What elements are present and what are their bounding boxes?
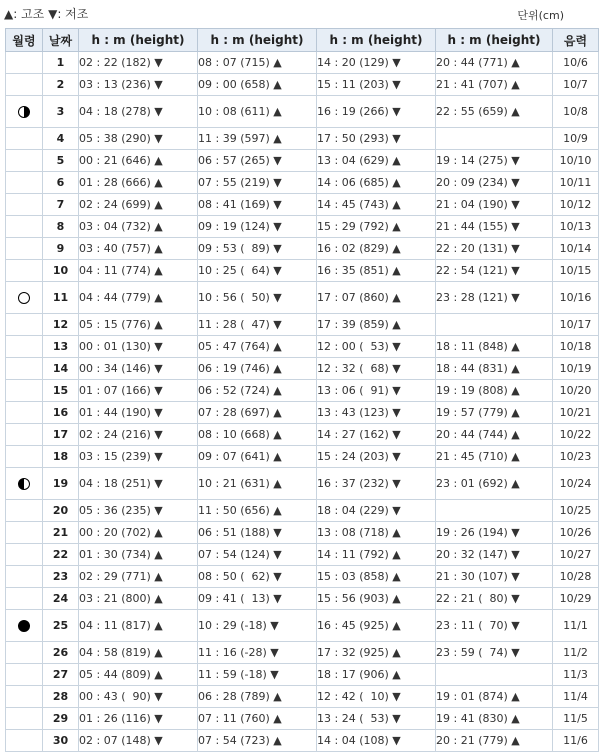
lunar-date-cell: 11/2 — [553, 642, 599, 664]
date-cell: 12 — [43, 314, 79, 336]
date-cell: 26 — [43, 642, 79, 664]
tide-time-cell: 06 : 51 (188) ▼ — [198, 522, 317, 544]
date-cell: 30 — [43, 730, 79, 752]
lunar-date-cell: 10/22 — [553, 424, 599, 446]
tide-time-cell: 11 : 28 ( 47) ▼ — [198, 314, 317, 336]
table-row — [6, 150, 599, 172]
tide-time-cell: 07 : 54 (723) ▲ — [198, 730, 317, 752]
tide-time-cell: 20 : 21 (779) ▲ — [436, 730, 553, 752]
table-row — [6, 358, 599, 380]
table-row — [6, 664, 599, 686]
header-row — [6, 29, 599, 52]
tide-time-cell: 08 : 41 (169) ▼ — [198, 194, 317, 216]
tide-time-cell: 20 : 44 (744) ▲ — [436, 424, 553, 446]
tide-time-cell: 18 : 04 (229) ▼ — [317, 500, 436, 522]
tide-time-cell: 19 : 41 (830) ▲ — [436, 708, 553, 730]
date-cell: 24 — [43, 588, 79, 610]
tide-time-cell: 08 : 50 ( 62) ▼ — [198, 566, 317, 588]
lunar-date-cell: 10/16 — [553, 282, 599, 314]
table-row — [6, 96, 599, 128]
tide-time-cell: 16 : 02 (829) ▲ — [317, 238, 436, 260]
tide-time-cell: 06 : 28 (789) ▲ — [198, 686, 317, 708]
moon-phase-cell — [6, 52, 43, 74]
lunar-date-cell: 10/23 — [553, 446, 599, 468]
unit-label: 단위(cm) — [517, 9, 564, 22]
table-row — [6, 446, 599, 468]
date-cell: 7 — [43, 194, 79, 216]
moon-phase-cell — [6, 468, 43, 500]
table-row — [6, 642, 599, 664]
table-row — [6, 194, 599, 216]
tide-time-cell: 19 : 19 (808) ▲ — [436, 380, 553, 402]
date-cell: 6 — [43, 172, 79, 194]
table-row — [6, 314, 599, 336]
tide-time-cell: 10 : 08 (611) ▲ — [198, 96, 317, 128]
tide-time-cell: 13 : 06 ( 91) ▼ — [317, 380, 436, 402]
tide-time-cell: 14 : 04 (108) ▼ — [317, 730, 436, 752]
top-bar — [0, 0, 604, 28]
moon-phase-cell — [6, 260, 43, 282]
tide-time-cell: 18 : 44 (831) ▲ — [436, 358, 553, 380]
tide-time-cell: 21 : 04 (190) ▼ — [436, 194, 553, 216]
tide-time-cell: 04 : 18 (251) ▼ — [79, 468, 198, 500]
lunar-date-cell: 10/6 — [553, 52, 599, 74]
lunar-date-cell: 10/24 — [553, 468, 599, 500]
tide-time-cell: 23 : 28 (121) ▼ — [436, 282, 553, 314]
lunar-date-cell: 10/19 — [553, 358, 599, 380]
tide-time-cell: 15 : 56 (903) ▲ — [317, 588, 436, 610]
table-row — [6, 566, 599, 588]
date-cell: 20 — [43, 500, 79, 522]
tide-time-cell: 01 : 30 (734) ▲ — [79, 544, 198, 566]
tide-time-cell: 16 : 19 (266) ▼ — [317, 96, 436, 128]
tide-time-cell — [436, 500, 553, 522]
tide-time-cell — [436, 314, 553, 336]
header-moon-phase: 월령 — [6, 29, 43, 52]
tide-time-cell: 03 : 04 (732) ▲ — [79, 216, 198, 238]
tide-time-cell: 02 : 22 (182) ▼ — [79, 52, 198, 74]
date-cell: 4 — [43, 128, 79, 150]
moon-phase-cell — [6, 314, 43, 336]
tide-time-cell: 22 : 21 ( 80) ▼ — [436, 588, 553, 610]
date-cell: 14 — [43, 358, 79, 380]
tide-time-cell: 04 : 11 (774) ▲ — [79, 260, 198, 282]
date-cell: 3 — [43, 96, 79, 128]
moon-phase-cell — [6, 96, 43, 128]
tide-time-cell: 10 : 56 ( 50) ▼ — [198, 282, 317, 314]
tide-time-cell: 11 : 16 (-28) ▼ — [198, 642, 317, 664]
tide-time-cell — [436, 128, 553, 150]
date-cell: 21 — [43, 522, 79, 544]
tide-time-cell: 09 : 07 (641) ▲ — [198, 446, 317, 468]
tide-time-cell: 02 : 24 (699) ▲ — [79, 194, 198, 216]
tide-time-cell: 01 : 44 (190) ▼ — [79, 402, 198, 424]
table-row — [6, 588, 599, 610]
moon-phase-cell — [6, 730, 43, 752]
date-cell: 27 — [43, 664, 79, 686]
tide-time-cell: 07 : 54 (124) ▼ — [198, 544, 317, 566]
table-row — [6, 52, 599, 74]
moon-phase-cell — [6, 282, 43, 314]
date-cell: 9 — [43, 238, 79, 260]
date-cell: 25 — [43, 610, 79, 642]
tide-time-cell: 00 : 20 (702) ▲ — [79, 522, 198, 544]
tide-time-cell: 15 : 03 (858) ▲ — [317, 566, 436, 588]
tide-time-cell: 16 : 35 (851) ▲ — [317, 260, 436, 282]
tide-time-cell: 15 : 11 (203) ▼ — [317, 74, 436, 96]
tide-time-cell: 08 : 07 (715) ▲ — [198, 52, 317, 74]
tide-time-cell: 11 : 59 (-18) ▼ — [198, 664, 317, 686]
tide-time-cell: 06 : 19 (746) ▲ — [198, 358, 317, 380]
tide-time-cell: 21 : 30 (107) ▼ — [436, 566, 553, 588]
tide-time-cell: 14 : 27 (162) ▼ — [317, 424, 436, 446]
lunar-date-cell: 10/25 — [553, 500, 599, 522]
tide-time-cell: 01 : 07 (166) ▼ — [79, 380, 198, 402]
tide-time-cell: 00 : 21 (646) ▲ — [79, 150, 198, 172]
moon-phase-cell — [6, 642, 43, 664]
tide-time-cell: 02 : 24 (216) ▼ — [79, 424, 198, 446]
tide-time-cell: 17 : 32 (925) ▲ — [317, 642, 436, 664]
tide-time-cell: 05 : 15 (776) ▲ — [79, 314, 198, 336]
tide-time-cell: 20 : 44 (771) ▲ — [436, 52, 553, 74]
tide-time-cell: 10 : 25 ( 64) ▼ — [198, 260, 317, 282]
tide-time-cell: 03 : 21 (800) ▲ — [79, 588, 198, 610]
tide-time-cell: 12 : 00 ( 53) ▼ — [317, 336, 436, 358]
header-tide-4: h : m (height) — [436, 29, 553, 52]
lunar-date-cell: 10/13 — [553, 216, 599, 238]
moon-phase-cell — [6, 358, 43, 380]
tide-time-cell: 05 : 47 (764) ▲ — [198, 336, 317, 358]
table-row — [6, 468, 599, 500]
tide-time-cell: 11 : 39 (597) ▲ — [198, 128, 317, 150]
lunar-date-cell: 11/4 — [553, 686, 599, 708]
tide-time-cell: 02 : 29 (771) ▲ — [79, 566, 198, 588]
header-date: 날짜 — [43, 29, 79, 52]
tide-table-body — [6, 52, 599, 752]
tide-time-cell: 20 : 09 (234) ▼ — [436, 172, 553, 194]
full-moon-icon — [18, 292, 30, 304]
date-cell: 17 — [43, 424, 79, 446]
tide-time-cell: 04 : 58 (819) ▲ — [79, 642, 198, 664]
moon-phase-cell — [6, 708, 43, 730]
tide-time-cell: 05 : 36 (235) ▼ — [79, 500, 198, 522]
moon-phase-cell — [6, 216, 43, 238]
moon-phase-cell — [6, 194, 43, 216]
moon-phase-cell — [6, 74, 43, 96]
moon-phase-cell — [6, 686, 43, 708]
moon-phase-cell — [6, 610, 43, 642]
date-cell: 18 — [43, 446, 79, 468]
tide-time-cell: 08 : 10 (668) ▲ — [198, 424, 317, 446]
tide-time-cell: 16 : 45 (925) ▲ — [317, 610, 436, 642]
date-cell: 10 — [43, 260, 79, 282]
tide-time-cell: 12 : 32 ( 68) ▼ — [317, 358, 436, 380]
date-cell: 11 — [43, 282, 79, 314]
moon-phase-cell — [6, 500, 43, 522]
date-cell: 23 — [43, 566, 79, 588]
lunar-date-cell: 10/11 — [553, 172, 599, 194]
moon-phase-cell — [6, 238, 43, 260]
lunar-date-cell: 10/14 — [553, 238, 599, 260]
tide-time-cell: 13 : 43 (123) ▼ — [317, 402, 436, 424]
moon-phase-cell — [6, 588, 43, 610]
tide-time-cell: 14 : 45 (743) ▲ — [317, 194, 436, 216]
tide-time-cell: 09 : 19 (124) ▼ — [198, 216, 317, 238]
tide-time-cell: 02 : 07 (148) ▼ — [79, 730, 198, 752]
tide-time-cell: 09 : 53 ( 89) ▼ — [198, 238, 317, 260]
moon-phase-cell — [6, 522, 43, 544]
tide-time-cell: 16 : 37 (232) ▼ — [317, 468, 436, 500]
tide-time-cell: 12 : 42 ( 10) ▼ — [317, 686, 436, 708]
moon-phase-cell — [6, 446, 43, 468]
lunar-date-cell: 11/6 — [553, 730, 599, 752]
tide-table — [5, 28, 599, 752]
tide-time-cell: 19 : 01 (874) ▲ — [436, 686, 553, 708]
date-cell: 19 — [43, 468, 79, 500]
tide-time-cell: 03 : 40 (757) ▲ — [79, 238, 198, 260]
tide-time-cell: 21 : 44 (155) ▼ — [436, 216, 553, 238]
tide-time-cell: 03 : 13 (236) ▼ — [79, 74, 198, 96]
tide-time-cell: 05 : 38 (290) ▼ — [79, 128, 198, 150]
tide-time-cell: 07 : 11 (760) ▲ — [198, 708, 317, 730]
lunar-date-cell: 11/1 — [553, 610, 599, 642]
tide-time-cell: 01 : 28 (666) ▲ — [79, 172, 198, 194]
lunar-date-cell: 10/21 — [553, 402, 599, 424]
table-row — [6, 128, 599, 150]
tide-legend: ▲: 고조 ▼: 저조 — [4, 7, 89, 21]
date-cell: 5 — [43, 150, 79, 172]
table-row — [6, 402, 599, 424]
table-row — [6, 260, 599, 282]
tide-time-cell: 03 : 15 (239) ▼ — [79, 446, 198, 468]
table-row — [6, 730, 599, 752]
lunar-date-cell: 11/3 — [553, 664, 599, 686]
table-row — [6, 610, 599, 642]
header-lunar-date: 음력 — [553, 29, 599, 52]
moon-phase-cell — [6, 380, 43, 402]
tide-time-cell: 07 : 55 (219) ▼ — [198, 172, 317, 194]
first-quarter-moon-icon — [18, 106, 30, 118]
date-cell: 1 — [43, 52, 79, 74]
lunar-date-cell: 10/9 — [553, 128, 599, 150]
table-row — [6, 74, 599, 96]
moon-phase-cell — [6, 150, 43, 172]
tide-time-cell: 00 : 34 (146) ▼ — [79, 358, 198, 380]
moon-phase-cell — [6, 172, 43, 194]
tide-time-cell: 09 : 41 ( 13) ▼ — [198, 588, 317, 610]
lunar-date-cell: 10/28 — [553, 566, 599, 588]
moon-phase-cell — [6, 566, 43, 588]
table-row — [6, 336, 599, 358]
table-row — [6, 500, 599, 522]
lunar-date-cell: 10/10 — [553, 150, 599, 172]
tide-time-cell: 13 : 04 (629) ▲ — [317, 150, 436, 172]
tide-time-cell: 21 : 45 (710) ▲ — [436, 446, 553, 468]
lunar-date-cell: 10/26 — [553, 522, 599, 544]
lunar-date-cell: 10/15 — [553, 260, 599, 282]
lunar-date-cell: 10/29 — [553, 588, 599, 610]
tide-time-cell: 10 : 21 (631) ▲ — [198, 468, 317, 500]
table-row — [6, 172, 599, 194]
tide-time-cell: 00 : 01 (130) ▼ — [79, 336, 198, 358]
lunar-date-cell: 11/5 — [553, 708, 599, 730]
table-row — [6, 522, 599, 544]
tide-time-cell: 19 : 57 (779) ▲ — [436, 402, 553, 424]
tide-time-cell: 18 : 17 (906) ▲ — [317, 664, 436, 686]
tide-time-cell: 15 : 24 (203) ▼ — [317, 446, 436, 468]
date-cell: 8 — [43, 216, 79, 238]
tide-time-cell: 21 : 41 (707) ▲ — [436, 74, 553, 96]
tide-time-cell: 06 : 52 (724) ▲ — [198, 380, 317, 402]
moon-phase-cell — [6, 544, 43, 566]
table-row — [6, 380, 599, 402]
tide-time-cell: 09 : 00 (658) ▲ — [198, 74, 317, 96]
moon-phase-cell — [6, 664, 43, 686]
tide-time-cell: 13 : 24 ( 53) ▼ — [317, 708, 436, 730]
lunar-date-cell: 10/20 — [553, 380, 599, 402]
header-tide-3: h : m (height) — [317, 29, 436, 52]
tide-time-cell: 04 : 11 (817) ▲ — [79, 610, 198, 642]
lunar-date-cell: 10/27 — [553, 544, 599, 566]
moon-phase-cell — [6, 336, 43, 358]
lunar-date-cell: 10/12 — [553, 194, 599, 216]
tide-time-cell: 04 : 18 (278) ▼ — [79, 96, 198, 128]
tide-time-cell: 06 : 57 (265) ▼ — [198, 150, 317, 172]
lunar-date-cell: 10/17 — [553, 314, 599, 336]
date-cell: 16 — [43, 402, 79, 424]
tide-time-cell: 22 : 55 (659) ▲ — [436, 96, 553, 128]
tide-time-cell: 17 : 39 (859) ▲ — [317, 314, 436, 336]
date-cell: 13 — [43, 336, 79, 358]
lunar-date-cell: 10/18 — [553, 336, 599, 358]
lunar-date-cell: 10/7 — [553, 74, 599, 96]
tide-time-cell: 23 : 01 (692) ▲ — [436, 468, 553, 500]
last-quarter-moon-icon — [18, 478, 30, 490]
tide-time-cell: 04 : 44 (779) ▲ — [79, 282, 198, 314]
table-row — [6, 238, 599, 260]
tide-time-cell: 22 : 54 (121) ▼ — [436, 260, 553, 282]
header-tide-2: h : m (height) — [198, 29, 317, 52]
tide-time-cell: 14 : 20 (129) ▼ — [317, 52, 436, 74]
tide-time-cell: 22 : 20 (131) ▼ — [436, 238, 553, 260]
tide-time-cell: 19 : 14 (275) ▼ — [436, 150, 553, 172]
tide-time-cell: 18 : 11 (848) ▲ — [436, 336, 553, 358]
lunar-date-cell: 10/8 — [553, 96, 599, 128]
tide-time-cell: 00 : 43 ( 90) ▼ — [79, 686, 198, 708]
tide-time-cell: 23 : 59 ( 74) ▼ — [436, 642, 553, 664]
tide-time-cell: 10 : 29 (-18) ▼ — [198, 610, 317, 642]
date-cell: 2 — [43, 74, 79, 96]
date-cell: 22 — [43, 544, 79, 566]
table-row — [6, 708, 599, 730]
tide-time-cell: 23 : 11 ( 70) ▼ — [436, 610, 553, 642]
tide-time-cell: 20 : 32 (147) ▼ — [436, 544, 553, 566]
tide-time-cell: 14 : 11 (792) ▲ — [317, 544, 436, 566]
tide-time-cell: 19 : 26 (194) ▼ — [436, 522, 553, 544]
moon-phase-cell — [6, 128, 43, 150]
tide-time-cell: 15 : 29 (792) ▲ — [317, 216, 436, 238]
date-cell: 29 — [43, 708, 79, 730]
table-row — [6, 424, 599, 446]
tide-time-cell: 13 : 08 (718) ▲ — [317, 522, 436, 544]
table-row — [6, 544, 599, 566]
moon-phase-cell — [6, 424, 43, 446]
tide-time-cell: 11 : 50 (656) ▲ — [198, 500, 317, 522]
moon-phase-cell — [6, 402, 43, 424]
date-cell: 28 — [43, 686, 79, 708]
tide-time-cell: 05 : 44 (809) ▲ — [79, 664, 198, 686]
table-row — [6, 282, 599, 314]
tide-time-cell: 17 : 50 (293) ▼ — [317, 128, 436, 150]
tide-time-cell: 07 : 28 (697) ▲ — [198, 402, 317, 424]
date-cell: 15 — [43, 380, 79, 402]
tide-time-cell: 01 : 26 (116) ▼ — [79, 708, 198, 730]
table-row — [6, 686, 599, 708]
tide-time-cell — [436, 664, 553, 686]
tide-time-cell: 17 : 07 (860) ▲ — [317, 282, 436, 314]
new-moon-icon — [18, 620, 30, 632]
header-tide-1: h : m (height) — [79, 29, 198, 52]
table-row — [6, 216, 599, 238]
tide-time-cell: 14 : 06 (685) ▲ — [317, 172, 436, 194]
